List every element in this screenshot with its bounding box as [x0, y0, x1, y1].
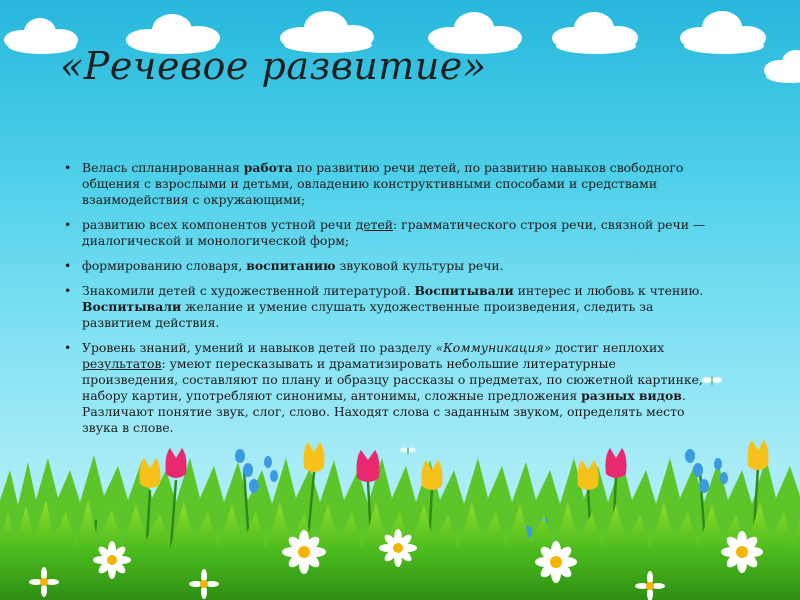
- underlined-text: детей: [355, 217, 394, 232]
- bullet-text: Знакомили детей с художественной литературой.: [82, 283, 415, 298]
- bullet-item: [62, 283, 712, 331]
- slide-title: «Речевое развитие»: [60, 44, 487, 88]
- bullet-text: развитию всех компонентов устной речи: [82, 217, 356, 232]
- bold-text: Воспитывали: [82, 299, 182, 314]
- bullet-text: : грамматического строя речи, связной речи — диалогической и монологической форм;: [82, 217, 706, 248]
- bullet-list: [62, 160, 712, 445]
- bullet-item: [62, 340, 712, 436]
- bullet-text: желание и умение слушать художественные произведения, следить за развитием действия.: [82, 299, 654, 330]
- bullet-text: интерес и любовь к чтению.: [513, 283, 704, 298]
- bullet-text: звуковой культуры речи.: [335, 258, 504, 273]
- bold-text: разных видов: [581, 388, 682, 403]
- underlined-text: результатов: [82, 356, 162, 371]
- bold-text: работа: [243, 160, 293, 175]
- bullet-text: по развитию речи детей, по развитию навыков свободного общения с взрослыми и детьми, овладению конструктивными способами и средствами взаимодействия с окружающими;: [82, 160, 684, 207]
- bullet-item: [62, 217, 712, 249]
- bullet-text: Уровень знаний, умений и навыков детей по разделу: [82, 340, 436, 355]
- bold-text: воспитанию: [246, 258, 336, 273]
- bold-text: Воспитывали: [414, 283, 514, 298]
- bullet-text: формированию словаря,: [82, 258, 247, 273]
- bullet-item: [62, 160, 712, 208]
- bullet-text: . Различают понятие звук, слог, слово. Находят слова с заданным звуком, определять место звука в слове.: [82, 388, 686, 435]
- bullet-text: : умеют пересказывать и драматизировать небольшие литературные произведения, составляют по плану и образцу рассказы о предметах, по сюжетной картинке, набору картин, употребляют синонимы, антонимы, сложные предложения: [82, 356, 703, 403]
- bullet-item: [62, 258, 712, 274]
- italic-text: «Коммуникация»: [435, 340, 552, 355]
- bullet-text: достиг неплохих: [551, 340, 665, 355]
- bullet-text: Велась спланированная: [82, 160, 244, 175]
